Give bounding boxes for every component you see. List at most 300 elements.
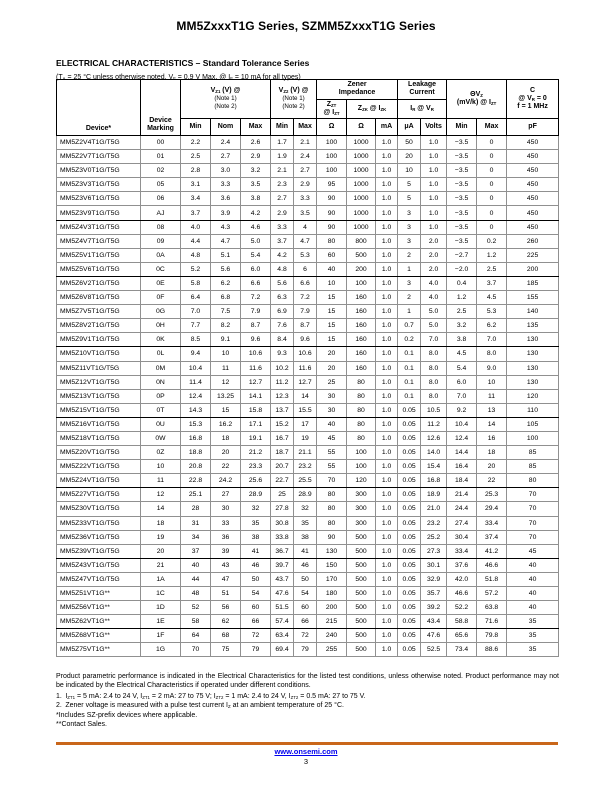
value-cell: 6.2: [211, 276, 241, 290]
device-cell: MM5Z16VT1G/T5G: [57, 417, 141, 431]
electrical-characteristics-table: [56, 79, 559, 657]
value-cell: 51.8: [477, 572, 507, 586]
value-cell: 0.05: [398, 643, 421, 657]
value-cell: 2.6: [241, 136, 271, 150]
value-cell: 90: [317, 220, 347, 234]
value-cell: 10: [398, 164, 421, 178]
device-cell: MM5Z2V4T1G/T5G: [57, 136, 141, 150]
value-cell: 5.4: [241, 248, 271, 262]
value-cell: 3.6: [211, 192, 241, 206]
unit-c-pf: pF: [507, 119, 559, 136]
value-cell: −3.5: [447, 234, 477, 248]
value-cell: 35: [507, 615, 559, 629]
value-cell: 7.9: [241, 305, 271, 319]
value-cell: 6.6: [294, 276, 317, 290]
value-cell: 10.2: [271, 361, 294, 375]
table-row: [57, 558, 559, 572]
value-cell: 1.0: [376, 431, 398, 445]
value-cell: 5.6: [211, 262, 241, 276]
value-cell: 54: [294, 587, 317, 601]
value-cell: 79: [241, 643, 271, 657]
value-cell: 57.2: [477, 587, 507, 601]
footnote-double-asterisk: **Contact Sales.: [56, 720, 107, 728]
value-cell: 33: [211, 516, 241, 530]
value-cell: 1.0: [376, 164, 398, 178]
value-cell: 51: [211, 587, 241, 601]
value-cell: 43.7: [271, 572, 294, 586]
value-cell: 27.8: [271, 502, 294, 516]
value-cell: 34: [181, 530, 211, 544]
value-cell: 2.2: [181, 136, 211, 150]
marking-cell: 0U: [141, 417, 181, 431]
marking-cell: 19: [141, 530, 181, 544]
value-cell: 85: [507, 460, 559, 474]
value-cell: 22: [211, 460, 241, 474]
value-cell: 15: [317, 305, 347, 319]
value-cell: 500: [347, 629, 376, 643]
value-cell: 1.0: [376, 262, 398, 276]
value-cell: 5.2: [181, 262, 211, 276]
value-cell: 45: [507, 544, 559, 558]
value-cell: 5: [398, 192, 421, 206]
value-cell: 39.7: [271, 558, 294, 572]
value-cell: 0.1: [398, 375, 421, 389]
value-cell: 1.0: [376, 643, 398, 657]
value-cell: 15: [317, 319, 347, 333]
value-cell: 6: [294, 262, 317, 276]
value-cell: 37: [181, 544, 211, 558]
footer-website: [0, 747, 612, 756]
table-row: [57, 276, 559, 290]
value-cell: 10.4: [447, 417, 477, 431]
table-row: [57, 403, 559, 417]
value-cell: 1000: [347, 150, 376, 164]
value-cell: 35: [507, 643, 559, 657]
value-cell: 14: [477, 417, 507, 431]
value-cell: 30.1: [421, 558, 447, 572]
device-cell: MM5Z47VT1G/T5G: [57, 572, 141, 586]
table-row: [57, 347, 559, 361]
value-cell: 7.6: [271, 319, 294, 333]
value-cell: 450: [507, 206, 559, 220]
device-cell: MM5Z3V0T1G/T5G: [57, 164, 141, 178]
marking-cell: 21: [141, 558, 181, 572]
value-cell: 11: [477, 389, 507, 403]
value-cell: 2.1: [294, 136, 317, 150]
device-cell: MM5Z15VT1G/T5G: [57, 403, 141, 417]
value-cell: 10.6: [294, 347, 317, 361]
value-cell: 16.8: [181, 431, 211, 445]
value-cell: 30.4: [447, 530, 477, 544]
marking-cell: 05: [141, 178, 181, 192]
value-cell: 4.0: [421, 291, 447, 305]
value-cell: 25.1: [181, 488, 211, 502]
value-cell: 7.0: [447, 389, 477, 403]
device-cell: MM5Z22VT1G/T5G: [57, 460, 141, 474]
onsemi-link[interactable]: www.onsemi.com: [274, 747, 338, 756]
device-cell: MM5Z3V6T1G/T5G: [57, 192, 141, 206]
value-cell: 24.2: [211, 474, 241, 488]
value-cell: 500: [347, 558, 376, 572]
value-cell: 14.4: [447, 446, 477, 460]
device-cell: MM5Z62VT1G**: [57, 615, 141, 629]
value-cell: 6.6: [241, 276, 271, 290]
value-cell: 32.9: [421, 572, 447, 586]
value-cell: 8.0: [421, 389, 447, 403]
table-row: [57, 206, 559, 220]
value-cell: 4.7: [294, 234, 317, 248]
value-cell: 11.2: [421, 417, 447, 431]
value-cell: 8.4: [271, 333, 294, 347]
value-cell: 10.4: [181, 361, 211, 375]
marking-cell: 10: [141, 460, 181, 474]
value-cell: 1.0: [376, 347, 398, 361]
footnotes: [56, 672, 559, 729]
value-cell: 6.0: [447, 375, 477, 389]
value-cell: 1.0: [421, 192, 447, 206]
value-cell: 12.4: [181, 389, 211, 403]
value-cell: 70: [507, 516, 559, 530]
value-cell: 23.3: [241, 460, 271, 474]
value-cell: 2.7: [211, 150, 241, 164]
marking-cell: 0E: [141, 276, 181, 290]
table-row: [57, 530, 559, 544]
value-cell: 22.8: [181, 474, 211, 488]
device-cell: MM5Z5V6T1G/T5G: [57, 262, 141, 276]
value-cell: 6.8: [211, 291, 241, 305]
value-cell: 170: [317, 572, 347, 586]
value-cell: 90: [317, 192, 347, 206]
value-cell: 2.0: [421, 234, 447, 248]
device-cell: MM5Z18VT1G/T5G: [57, 431, 141, 445]
value-cell: 8.7: [294, 319, 317, 333]
value-cell: 13: [477, 403, 507, 417]
value-cell: 31: [181, 516, 211, 530]
device-cell: MM5Z56VT1G**: [57, 601, 141, 615]
table-row: [57, 629, 559, 643]
value-cell: 1.0: [376, 192, 398, 206]
value-cell: 2.5: [477, 262, 507, 276]
marking-cell: 0L: [141, 347, 181, 361]
value-cell: 63.8: [477, 601, 507, 615]
value-cell: −3.5: [447, 192, 477, 206]
device-cell: MM5Z51VT1G**: [57, 587, 141, 601]
value-cell: 33.4: [447, 544, 477, 558]
device-cell: MM5Z33VT1G/T5G: [57, 516, 141, 530]
value-cell: 140: [507, 305, 559, 319]
value-cell: −3.5: [447, 206, 477, 220]
value-cell: 8.5: [181, 333, 211, 347]
marking-cell: 0A: [141, 248, 181, 262]
page-title: MM5ZxxxT1G Series, SZMM5ZxxxT1G Series: [176, 19, 436, 33]
value-cell: 155: [507, 291, 559, 305]
value-cell: 120: [507, 389, 559, 403]
table-row: [57, 291, 559, 305]
value-cell: 11.2: [271, 375, 294, 389]
table-row: [57, 446, 559, 460]
device-cell: MM5Z75VT1G**: [57, 643, 141, 657]
value-cell: 8.2: [211, 319, 241, 333]
footer-rule: [56, 742, 558, 745]
value-cell: 9.6: [241, 333, 271, 347]
value-cell: 18.7: [271, 446, 294, 460]
value-cell: 8.7: [241, 319, 271, 333]
value-cell: 80: [317, 488, 347, 502]
value-cell: 3.9: [211, 206, 241, 220]
value-cell: 1.0: [376, 460, 398, 474]
table-row: [57, 502, 559, 516]
value-cell: 95: [317, 178, 347, 192]
value-cell: 7.5: [211, 305, 241, 319]
value-cell: 0.05: [398, 403, 421, 417]
unit-ir-ua: μA: [398, 119, 421, 136]
value-cell: 0.4: [447, 276, 477, 290]
value-cell: 13.7: [271, 403, 294, 417]
value-cell: 0.05: [398, 615, 421, 629]
value-cell: 0: [477, 206, 507, 220]
value-cell: 66: [294, 615, 317, 629]
value-cell: 200: [347, 262, 376, 276]
value-cell: 56: [211, 601, 241, 615]
value-cell: 15.3: [181, 417, 211, 431]
value-cell: 260: [507, 234, 559, 248]
value-cell: 0.05: [398, 601, 421, 615]
value-cell: −3.5: [447, 150, 477, 164]
value-cell: 60: [294, 601, 317, 615]
value-cell: 450: [507, 192, 559, 206]
value-cell: 100: [317, 164, 347, 178]
unit-theta-max: Max: [477, 119, 507, 136]
value-cell: 0: [477, 220, 507, 234]
value-cell: 0.05: [398, 474, 421, 488]
value-cell: 90: [317, 206, 347, 220]
value-cell: 47.6: [421, 629, 447, 643]
value-cell: 3.0: [211, 164, 241, 178]
value-cell: 3: [398, 234, 421, 248]
value-cell: 62: [211, 615, 241, 629]
value-cell: 3.1: [181, 178, 211, 192]
value-cell: 46.6: [447, 587, 477, 601]
value-cell: 1.0: [376, 234, 398, 248]
value-cell: 450: [507, 164, 559, 178]
value-cell: 1.0: [376, 572, 398, 586]
value-cell: 6.2: [477, 319, 507, 333]
value-cell: 4.5: [447, 347, 477, 361]
value-cell: 25: [317, 375, 347, 389]
value-cell: 19.1: [241, 431, 271, 445]
value-cell: −2.7: [447, 248, 477, 262]
value-cell: 5.1: [211, 248, 241, 262]
value-cell: 36: [211, 530, 241, 544]
value-cell: 15.2: [271, 417, 294, 431]
value-cell: 58: [181, 615, 211, 629]
col-header-leakage-current: Leakage Current: [398, 80, 447, 100]
value-cell: 0.05: [398, 558, 421, 572]
value-cell: 1.0: [376, 446, 398, 460]
value-cell: −3.5: [447, 136, 477, 150]
value-cell: 1.0: [376, 516, 398, 530]
device-cell: MM5Z11VT1G/T5G: [57, 361, 141, 375]
marking-cell: 14: [141, 502, 181, 516]
table-row: [57, 220, 559, 234]
value-cell: 72: [241, 629, 271, 643]
value-cell: 66: [241, 615, 271, 629]
value-cell: 12.4: [447, 431, 477, 445]
section-conditions: ($T_A = 25$ °C unless otherwise noted, $V_F = 0.9$ V Max. @ $I_F = 10$ mA for all types): [56, 73, 301, 81]
value-cell: 0: [477, 136, 507, 150]
value-cell: 1.0: [376, 136, 398, 150]
value-cell: 21.2: [241, 446, 271, 460]
value-cell: 60: [317, 248, 347, 262]
value-cell: 6.9: [271, 305, 294, 319]
table-row: [57, 488, 559, 502]
value-cell: 500: [347, 615, 376, 629]
value-cell: 1.0: [376, 305, 398, 319]
device-cell: MM5Z4V3T1G/T5G: [57, 220, 141, 234]
value-cell: 14.1: [241, 389, 271, 403]
value-cell: 500: [347, 587, 376, 601]
value-cell: 500: [347, 530, 376, 544]
value-cell: 3.8: [447, 333, 477, 347]
value-cell: 12.7: [241, 375, 271, 389]
marking-cell: 0Z: [141, 446, 181, 460]
value-cell: 10.5: [421, 403, 447, 417]
value-cell: 1.0: [376, 629, 398, 643]
value-cell: 23.2: [421, 516, 447, 530]
table-row: [57, 234, 559, 248]
unit-theta-min: Min: [447, 119, 477, 136]
value-cell: 43.4: [421, 615, 447, 629]
table-row: [57, 615, 559, 629]
value-cell: 3.3: [271, 220, 294, 234]
value-cell: 70: [507, 488, 559, 502]
value-cell: 0.05: [398, 544, 421, 558]
value-cell: 15.5: [294, 403, 317, 417]
value-cell: −3.5: [447, 164, 477, 178]
value-cell: 43: [211, 558, 241, 572]
value-cell: 0.1: [398, 389, 421, 403]
value-cell: 20.7: [271, 460, 294, 474]
value-cell: 71.6: [477, 615, 507, 629]
note-2: 2. Zener voltage is measured with a pulse test current $I_Z$ at an ambient temperature of 25 °C.: [56, 702, 344, 710]
marking-cell: 0T: [141, 403, 181, 417]
value-cell: 33.4: [477, 516, 507, 530]
unit-izk-ma: mA: [376, 119, 398, 136]
value-cell: 4.2: [241, 206, 271, 220]
value-cell: 5: [398, 178, 421, 192]
value-cell: 2.9: [241, 150, 271, 164]
table-row: [57, 333, 559, 347]
value-cell: 18: [477, 446, 507, 460]
marking-cell: 0M: [141, 361, 181, 375]
col-header-vz2: $V_{Z2}$ (V) @ (Note 1) (Note 2): [271, 80, 317, 119]
value-cell: 28.9: [294, 488, 317, 502]
device-cell: MM5Z6V8T1G/T5G: [57, 291, 141, 305]
value-cell: 15: [317, 333, 347, 347]
marking-cell: 0K: [141, 333, 181, 347]
value-cell: 1000: [347, 192, 376, 206]
device-cell: MM5Z7V5T1G/T5G: [57, 305, 141, 319]
value-cell: 2.0: [421, 248, 447, 262]
value-cell: 1.0: [421, 136, 447, 150]
table-row: [57, 643, 559, 657]
value-cell: 12.7: [294, 375, 317, 389]
device-cell: MM5Z4V7T1G/T5G: [57, 234, 141, 248]
value-cell: 16: [477, 431, 507, 445]
value-cell: 10: [317, 276, 347, 290]
col-header-zzk: $Z_{ZK}$ @ $I_{ZK}$: [347, 99, 398, 119]
col-header-device: Device*: [57, 80, 141, 136]
value-cell: 105: [507, 417, 559, 431]
table-row: [57, 150, 559, 164]
value-cell: 160: [347, 361, 376, 375]
device-cell: MM5Z3V3T1G/T5G: [57, 178, 141, 192]
value-cell: 58.8: [447, 615, 477, 629]
value-cell: 1.0: [421, 206, 447, 220]
value-cell: 88.6: [477, 643, 507, 657]
value-cell: 10: [477, 375, 507, 389]
value-cell: 500: [347, 544, 376, 558]
value-cell: −3.5: [447, 178, 477, 192]
value-cell: 2: [398, 291, 421, 305]
value-cell: 3.4: [181, 192, 211, 206]
value-cell: 2.3: [271, 178, 294, 192]
value-cell: −2.0: [447, 262, 477, 276]
value-cell: 5.3: [294, 248, 317, 262]
value-cell: 35: [241, 516, 271, 530]
value-cell: 120: [347, 474, 376, 488]
value-cell: 29.4: [477, 502, 507, 516]
value-cell: 0.1: [398, 361, 421, 375]
value-cell: 3.3: [211, 178, 241, 192]
value-cell: 1.0: [376, 389, 398, 403]
value-cell: 7.0: [477, 333, 507, 347]
table-row: [57, 417, 559, 431]
value-cell: 9.0: [477, 361, 507, 375]
value-cell: 23.2: [294, 460, 317, 474]
value-cell: 450: [507, 136, 559, 150]
value-cell: 1.0: [376, 530, 398, 544]
value-cell: 33.8: [271, 530, 294, 544]
page-number: 3: [303, 757, 309, 766]
value-cell: 25.5: [294, 474, 317, 488]
value-cell: 37.6: [447, 558, 477, 572]
marking-cell: 0H: [141, 319, 181, 333]
value-cell: 11.6: [294, 361, 317, 375]
value-cell: 12.6: [421, 431, 447, 445]
value-cell: 50: [294, 572, 317, 586]
marking-cell: 0P: [141, 389, 181, 403]
value-cell: 130: [507, 333, 559, 347]
value-cell: 9.4: [181, 347, 211, 361]
value-cell: 27.3: [421, 544, 447, 558]
value-cell: 45: [317, 431, 347, 445]
value-cell: 1.0: [376, 587, 398, 601]
value-cell: 1.0: [421, 150, 447, 164]
value-cell: 0: [477, 150, 507, 164]
value-cell: 19: [294, 431, 317, 445]
marking-cell: 0F: [141, 291, 181, 305]
value-cell: 40: [317, 417, 347, 431]
value-cell: 40: [507, 601, 559, 615]
value-cell: 1000: [347, 206, 376, 220]
value-cell: 3.7: [477, 276, 507, 290]
value-cell: 16.4: [447, 460, 477, 474]
value-cell: 21.1: [294, 446, 317, 460]
value-cell: 7.0: [181, 305, 211, 319]
value-cell: 9.2: [447, 403, 477, 417]
value-cell: 3: [398, 276, 421, 290]
